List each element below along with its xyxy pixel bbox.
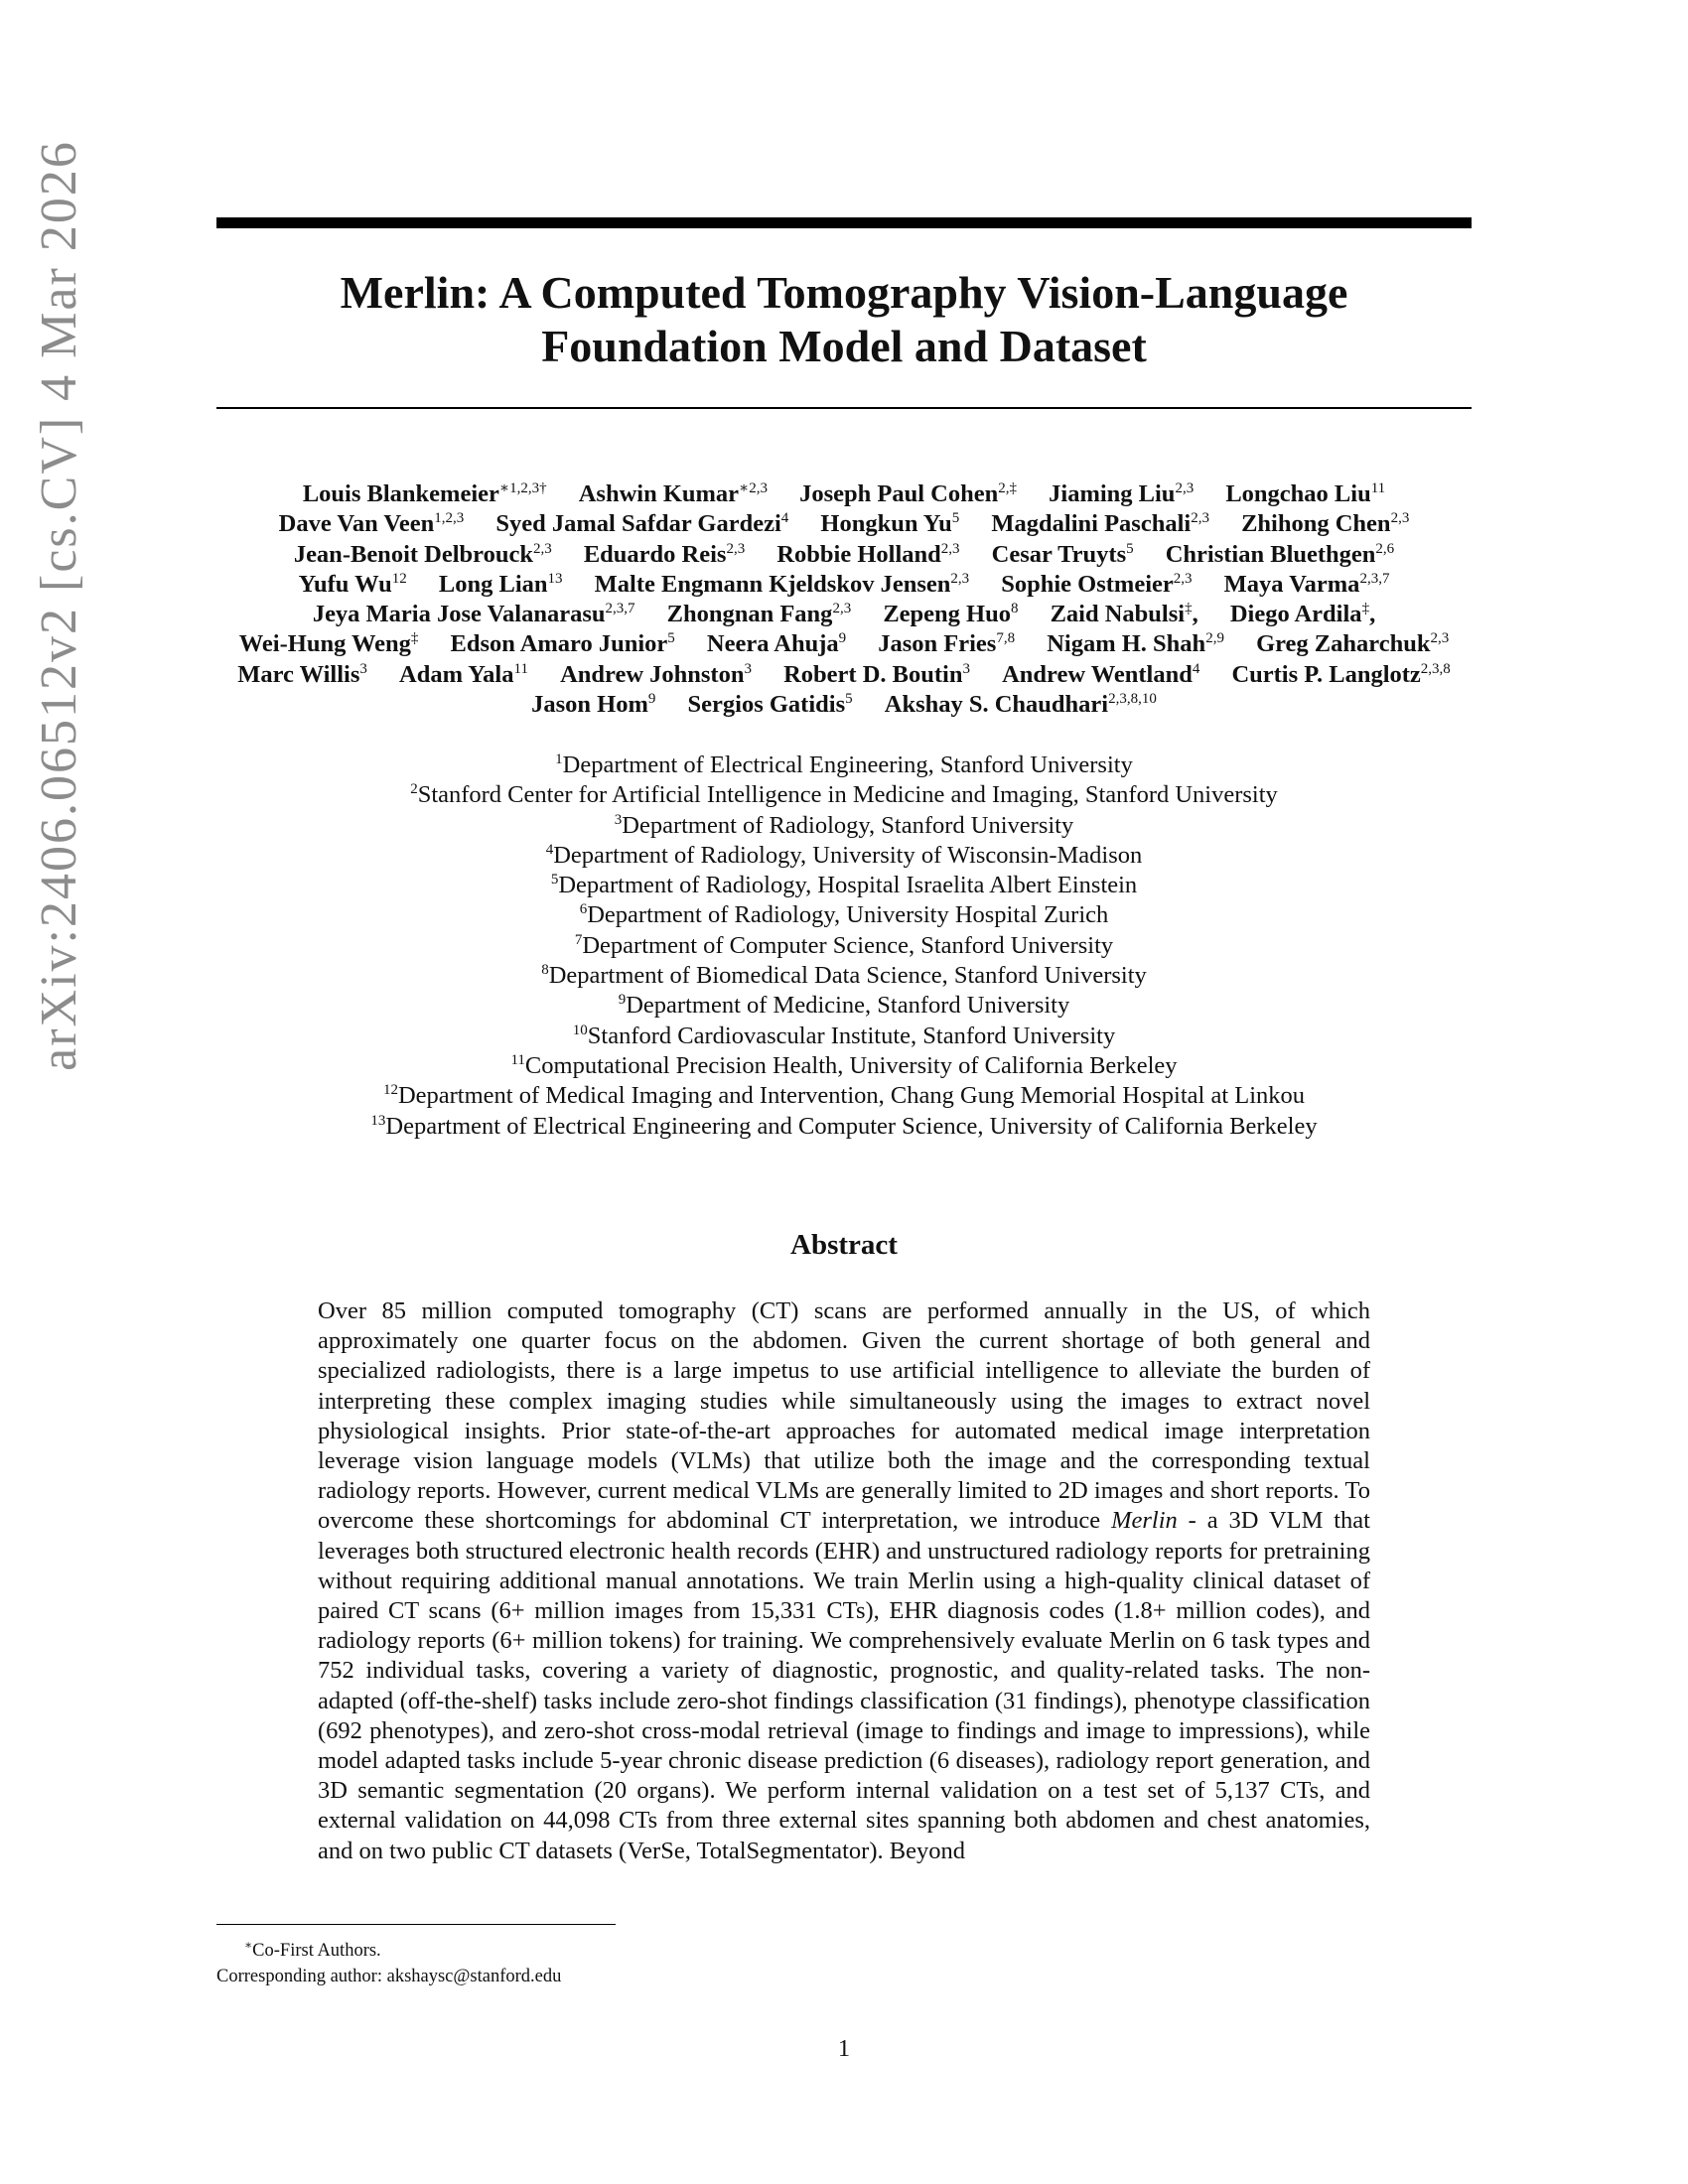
affiliation bbox=[216, 811, 1472, 841]
affiliation-number: 7 bbox=[574, 931, 583, 948]
author-name: Andrew Johnston bbox=[560, 660, 745, 688]
author-name: Dave Van Veen bbox=[278, 510, 435, 538]
author-name: Cesar Truyts bbox=[991, 540, 1127, 568]
affiliation-text: Department of Radiology, University Hospital Zurich bbox=[587, 901, 1109, 929]
affiliation-text: Department of Medical Imaging and Intervention, Chang Gung Memorial Hospital at Linkou bbox=[397, 1082, 1306, 1110]
author-name: Andrew Wentland bbox=[1002, 660, 1193, 688]
author-name: Nigam H. Shah bbox=[1047, 630, 1206, 658]
author-separator: , bbox=[1369, 601, 1376, 628]
author-name: Ashwin Kumar bbox=[578, 480, 740, 507]
author-affiliation-marks: 2,3 bbox=[532, 540, 552, 557]
author-affiliation-marks: 2,‡ bbox=[998, 479, 1018, 496]
affiliation-number: 12 bbox=[382, 1082, 398, 1099]
affiliation-text: Department of Computer Science, Stanford University bbox=[582, 931, 1114, 959]
author bbox=[667, 601, 852, 627]
author-affiliation-marks: 9 bbox=[838, 630, 847, 647]
author-affiliation-marks: 2,3 bbox=[1390, 510, 1410, 527]
title-line: Merlin: A Computed Tomography Vision-Language bbox=[340, 267, 1348, 318]
affiliation-number: 11 bbox=[510, 1051, 525, 1068]
affiliation bbox=[216, 780, 1472, 810]
affiliation-text: Computational Precision Health, University of California Berkeley bbox=[524, 1051, 1178, 1079]
affiliation-text: Department of Electrical Engineering and Computer Science, University of California Berkeley bbox=[385, 1112, 1318, 1140]
title-top-rule bbox=[216, 217, 1472, 228]
author-name: Jiaming Liu bbox=[1049, 480, 1176, 507]
footnote-co-first bbox=[216, 1932, 1110, 1964]
affiliation-number: 4 bbox=[545, 841, 554, 858]
author bbox=[776, 541, 959, 568]
affiliation-number: 9 bbox=[618, 992, 627, 1009]
author bbox=[579, 480, 768, 507]
page-number: 1 bbox=[837, 2035, 851, 2062]
author-affiliation-marks: 1,2,3 bbox=[434, 510, 465, 527]
abstract-heading: Abstract bbox=[790, 1229, 898, 1261]
author-affiliation-marks: 5 bbox=[1126, 540, 1134, 557]
author bbox=[1049, 480, 1194, 507]
author-name: Sophie Ostmeier bbox=[1001, 570, 1174, 598]
author bbox=[279, 510, 465, 537]
author-name: Yufu Wu bbox=[298, 570, 392, 598]
author bbox=[799, 480, 1017, 507]
author bbox=[1231, 661, 1450, 688]
author bbox=[531, 691, 655, 718]
arxiv-identifier[interactable]: arXiv:2406.06512v2 [cs.CV] 4 Mar 2026 bbox=[31, 140, 87, 1071]
affiliation bbox=[216, 751, 1472, 780]
author-affiliation-marks: 2,3,7 bbox=[1359, 570, 1390, 587]
affiliation-number: 13 bbox=[370, 1112, 386, 1129]
author-affiliation-marks: 3 bbox=[744, 660, 752, 677]
author-name: Christian Bluethgen bbox=[1165, 540, 1376, 568]
author-affiliation-marks: 2,3 bbox=[940, 540, 960, 557]
author-affiliation-marks: 2,3 bbox=[726, 540, 746, 557]
author-name: Marc Willis bbox=[237, 660, 360, 688]
author-name: Curtis P. Langlotz bbox=[1231, 660, 1421, 688]
author-name: Jason Hom bbox=[531, 691, 648, 719]
affiliation-number: 6 bbox=[579, 901, 588, 918]
footnote-rule bbox=[216, 1924, 616, 1925]
author-affiliation-marks: ‡ bbox=[410, 630, 419, 647]
author-name: Akshay S. Chaudhari bbox=[884, 691, 1109, 719]
affiliation bbox=[216, 931, 1472, 961]
author bbox=[1001, 571, 1192, 598]
author-name: Louis Blankemeier bbox=[302, 480, 499, 507]
paper-title bbox=[216, 266, 1472, 373]
author-affiliation-marks: 3 bbox=[359, 660, 367, 677]
author-name: Magdalini Paschali bbox=[991, 510, 1192, 538]
author bbox=[1230, 601, 1375, 627]
author-name: Robert D. Boutin bbox=[783, 660, 963, 688]
author bbox=[1051, 601, 1198, 627]
affiliation bbox=[216, 1081, 1472, 1111]
author-affiliation-marks: 5 bbox=[667, 630, 675, 647]
author bbox=[303, 480, 547, 507]
author-affiliation-marks: 2,6 bbox=[1375, 540, 1395, 557]
affiliation-number: 10 bbox=[572, 1022, 588, 1038]
author-list bbox=[216, 479, 1472, 720]
affiliation-text: Department of Radiology, Stanford University bbox=[622, 811, 1074, 839]
author-affiliation-marks: 5 bbox=[951, 510, 960, 527]
author-affiliation-marks: ∗1,2,3† bbox=[498, 479, 547, 496]
author-name: Sergios Gatidis bbox=[687, 691, 846, 719]
author-affiliation-marks: 3 bbox=[962, 660, 970, 677]
abstract-text bbox=[318, 1297, 1370, 1866]
author-name: Adam Yala bbox=[399, 660, 514, 688]
affiliation bbox=[216, 900, 1472, 930]
author bbox=[1256, 630, 1449, 657]
author-name: Eduardo Reis bbox=[583, 540, 727, 568]
author-affiliation-marks: 13 bbox=[547, 570, 563, 587]
author-affiliation-marks: ∗2,3 bbox=[739, 479, 768, 496]
author-name: Neera Ahuja bbox=[706, 630, 839, 658]
author bbox=[1224, 571, 1390, 598]
author-affiliation-marks: 12 bbox=[391, 570, 407, 587]
author bbox=[399, 661, 528, 688]
author bbox=[294, 541, 552, 568]
affiliation-number: 3 bbox=[614, 811, 623, 828]
author-affiliation-marks: 2,3 bbox=[1191, 510, 1209, 527]
author bbox=[883, 601, 1018, 627]
author-name: Zepeng Huo bbox=[883, 601, 1011, 628]
author-name: Hongkun Yu bbox=[820, 510, 952, 538]
title-bottom-rule bbox=[216, 407, 1472, 409]
author bbox=[991, 510, 1209, 537]
author-name: Malte Engmann Kjeldskov Jensen bbox=[594, 570, 951, 598]
author-name: Syed Jamal Safdar Gardezi bbox=[495, 510, 781, 538]
affiliation-text: Department of Radiology, University of Wisconsin-Madison bbox=[553, 841, 1143, 869]
affiliation bbox=[216, 871, 1472, 900]
author bbox=[237, 661, 367, 688]
affiliation-text: Stanford Center for Artificial Intelligence in Medicine and Imaging, Stanford University bbox=[417, 781, 1278, 809]
author-affiliation-marks: 11 bbox=[1370, 479, 1386, 496]
author bbox=[560, 661, 752, 688]
footnote-mark: ∗ bbox=[244, 1938, 253, 1952]
author-affiliation-marks: 5 bbox=[845, 690, 853, 707]
footnote-corresponding: Corresponding author: akshaysc@stanford.edu bbox=[216, 1967, 562, 1987]
affiliation-number: 1 bbox=[555, 751, 563, 767]
affiliation-text: Stanford Cardiovascular Institute, Stanford University bbox=[587, 1022, 1116, 1049]
affiliation-number: 2 bbox=[410, 781, 418, 798]
affiliation bbox=[216, 991, 1472, 1021]
author-affiliation-marks: 4 bbox=[780, 510, 789, 527]
author-affiliation-marks: 2,3 bbox=[1173, 570, 1193, 587]
author-affiliation-marks: 2,3,8,10 bbox=[1108, 690, 1157, 707]
author-affiliation-marks: 2,3 bbox=[1175, 479, 1195, 496]
abstract-part: - a 3D VLM that leverages both structured electronic health records (EHR) and unstructured radiology reports for pretraining without requiring additional manual annotations. We train Merlin using a high-quality clinical dataset of paired CT scans (6+ million images from 15,331 CTs), EHR diagnosis codes (1.8+ million codes), and radiology reports (6+ million tokens) for training. We comprehensively evaluate Merlin on 6 task types and 752 individual tasks, covering a variety of diagnostic, prognostic, and quality-related tasks. The non-adapted (off-the-shelf) tasks include zero-shot findings classification (31 findings), phenotype classification (692 phenotypes), and zero-shot cross-modal retrieval (image to findings and image to impressions), while model adapted tasks include 5-year chronic disease prediction (6 diseases), radiology report generation, and 3D semantic segmentation (20 organs). We perform internal validation on a test set of 5,137 CTs, and external validation on 44,098 CTs from three external sites spanning both abdomen and chest anatomies, and on two public CT datasets (VerSe, TotalSegmentator). Beyond bbox=[318, 1507, 1370, 1864]
affiliation bbox=[216, 961, 1472, 991]
author-affiliation-marks: 11 bbox=[513, 660, 528, 677]
author bbox=[439, 571, 563, 598]
author bbox=[313, 601, 635, 627]
author-affiliation-marks: 9 bbox=[647, 690, 656, 707]
author-name: Maya Varma bbox=[1223, 570, 1360, 598]
author bbox=[783, 661, 970, 688]
author-separator: , bbox=[1192, 601, 1198, 628]
author-name: Zaid Nabulsi bbox=[1050, 601, 1186, 628]
affiliation bbox=[216, 1051, 1472, 1081]
author-affiliation-marks: 7,8 bbox=[996, 630, 1016, 647]
author-name: Long Lian bbox=[438, 570, 548, 598]
author bbox=[1241, 510, 1409, 537]
author bbox=[495, 510, 788, 537]
abstract-emphasis: Merlin bbox=[1111, 1507, 1178, 1535]
author bbox=[239, 630, 419, 657]
author bbox=[1047, 630, 1224, 657]
author bbox=[1225, 480, 1385, 507]
author-affiliation-marks: 2,3,7 bbox=[605, 601, 635, 617]
affiliation-text: Department of Radiology, Hospital Israelita Albert Einstein bbox=[558, 872, 1138, 899]
author bbox=[595, 571, 969, 598]
author-name: Greg Zaharchuk bbox=[1256, 630, 1431, 658]
author bbox=[707, 630, 846, 657]
author-affiliation-marks: 4 bbox=[1192, 660, 1200, 677]
author bbox=[1002, 661, 1199, 688]
author-affiliation-marks: ‡ bbox=[1361, 601, 1370, 617]
author bbox=[992, 541, 1134, 568]
author-name: Edson Amaro Junior bbox=[450, 630, 668, 658]
affiliation bbox=[216, 1022, 1472, 1051]
title-line: Foundation Model and Dataset bbox=[541, 321, 1147, 371]
author-name: Diego Ardila bbox=[1229, 601, 1362, 628]
footnote-text: Co-First Authors. bbox=[252, 1941, 381, 1962]
author bbox=[299, 571, 407, 598]
author-name: Jason Fries bbox=[878, 630, 997, 658]
author bbox=[1166, 541, 1394, 568]
author-name: Wei-Hung Weng bbox=[238, 630, 411, 658]
author-name: Robbie Holland bbox=[776, 540, 941, 568]
affiliation-text: Department of Biomedical Data Science, Stanford University bbox=[548, 962, 1147, 990]
affiliation bbox=[216, 841, 1472, 871]
affiliation-number: 5 bbox=[550, 872, 559, 888]
author bbox=[584, 541, 745, 568]
author bbox=[878, 630, 1015, 657]
author bbox=[688, 691, 853, 718]
author-affiliation-marks: 2,3 bbox=[950, 570, 970, 587]
author-affiliation-marks: 2,3,8 bbox=[1420, 660, 1451, 677]
author-name: Longchao Liu bbox=[1225, 480, 1371, 507]
affiliation-number: 8 bbox=[541, 961, 549, 978]
affiliation-text: Department of Electrical Engineering, Stanford University bbox=[562, 751, 1133, 778]
abstract-part: Over 85 million computed tomography (CT) scans are performed annually in the US, of which approximately one quarter focus on the abdomen. Given the current shortage of both general and specialized radiologists, there is a large impetus to use artificial intelligence to alleviate the burden of interpreting these complex imaging studies while simultaneously using the images to extract novel physiological insights. Prior state-of-the-art approaches for automated medical image interpretation leverage vision language models (VLMs) that utilize both the image and the corresponding textual radiology reports. However, current medical VLMs are generally limited to 2D images and short reports. To overcome these shortcomings for abdominal CT interpretation, we introduce bbox=[318, 1297, 1370, 1535]
affiliation bbox=[216, 1112, 1472, 1142]
affiliation-text: Department of Medicine, Stanford University bbox=[626, 992, 1070, 1020]
author-name: Jeya Maria Jose Valanarasu bbox=[312, 601, 606, 628]
author bbox=[820, 510, 959, 537]
author-affiliation-marks: 8 bbox=[1010, 601, 1019, 617]
affiliation-list bbox=[216, 751, 1472, 1142]
author-name: Zhongnan Fang bbox=[666, 601, 833, 628]
author-affiliation-marks: ‡ bbox=[1185, 601, 1193, 617]
author-name: Joseph Paul Cohen bbox=[799, 480, 999, 507]
author-affiliation-marks: 2,3 bbox=[832, 601, 852, 617]
author bbox=[451, 630, 675, 657]
author-affiliation-marks: 2,3 bbox=[1430, 630, 1450, 647]
footnotes bbox=[216, 1932, 1110, 1989]
author-affiliation-marks: 2,9 bbox=[1205, 630, 1224, 647]
author bbox=[885, 691, 1157, 718]
author-name: Zhihong Chen bbox=[1241, 510, 1391, 538]
author-name: Jean-Benoit Delbrouck bbox=[293, 540, 533, 568]
